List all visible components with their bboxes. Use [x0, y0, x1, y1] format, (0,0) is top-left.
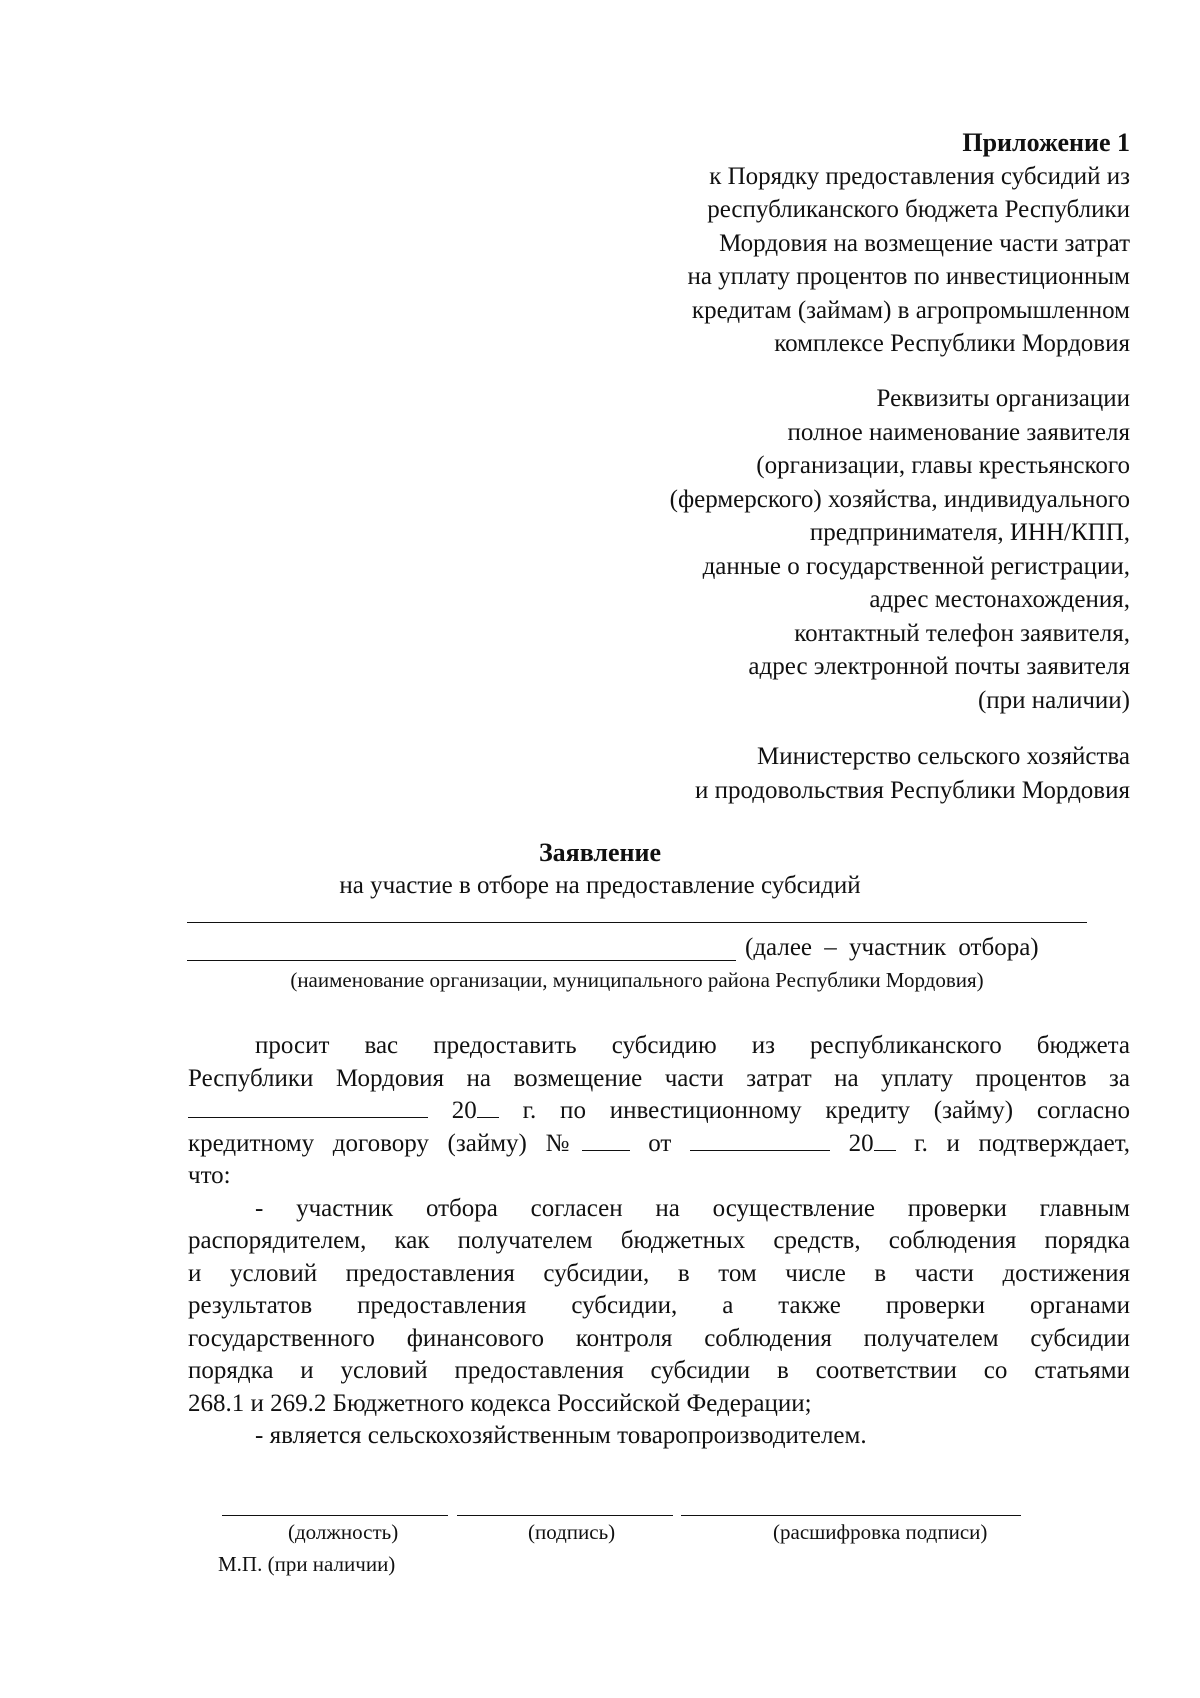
year-blank	[477, 1095, 499, 1118]
participant-name-line-1	[187, 922, 1087, 923]
application-subtitle: на участие в отборе на предоставление субсидий	[339, 872, 861, 899]
requisites-line: данные о государственной регистрации,	[702, 552, 1130, 580]
consent-line: государственного финансового контроля соблюдения получателем субсидии	[188, 1324, 1130, 1352]
position-caption: (должность)	[288, 1520, 399, 1544]
requisites-line: адрес местонахождения,	[869, 586, 1130, 613]
consent-line: - участник отбора согласен на осуществление проверки главным	[255, 1194, 1130, 1222]
requisites-line: полное наименование заявителя	[787, 418, 1130, 446]
signature-caption: (подпись)	[528, 1520, 616, 1544]
appendix-line: на уплату процентов по инвестиционным	[687, 263, 1130, 290]
appendix-line: республиканского бюджета Республики	[707, 196, 1130, 223]
body-line: что:	[188, 1162, 231, 1189]
appendix-line: Мордовия на возмещение части затрат	[719, 229, 1130, 257]
appendix-title: Приложение 1	[962, 128, 1130, 157]
body-fragment: от	[648, 1129, 672, 1157]
requisites-line: предпринимателя, ИНН/КПП,	[809, 519, 1130, 546]
consent-line: распорядителем, как получателем бюджетных средств, соблюдения порядка	[188, 1227, 1130, 1254]
body-line: просит вас предоставить субсидию из республиканского бюджета	[255, 1032, 1130, 1059]
requisites-line: (организации, главы крестьянского	[756, 452, 1130, 479]
body-fragment: г. и подтверждает,	[914, 1129, 1131, 1157]
period-blank	[188, 1095, 428, 1118]
requisites-line: (при наличии)	[977, 686, 1130, 714]
consent-line: порядка и условий предоставления субсидии в соответствии со статьями	[188, 1357, 1130, 1384]
participant-name-line-2	[187, 960, 736, 961]
ministry-addressee	[695, 740, 1130, 807]
requisites-line: адрес электронной почты заявителя	[748, 653, 1130, 680]
contract-number-blank	[582, 1128, 630, 1151]
signature-line	[457, 1515, 673, 1516]
requisites-line: контактный телефон заявителя,	[794, 619, 1130, 647]
contract-date-blank	[690, 1128, 830, 1151]
request-paragraph	[188, 1030, 1130, 1453]
appendix-header	[687, 126, 1130, 361]
appendix-line: к Порядку предоставления субсидий из	[709, 162, 1130, 190]
requisites-block	[670, 382, 1130, 717]
appendix-line: комплексе Республики Мордовия	[774, 330, 1130, 357]
year-prefix: 20	[848, 1129, 874, 1157]
consent-line: результатов предоставления субсидии, а также проверки органами	[188, 1292, 1130, 1319]
producer-line: - является сельскохозяйственным товаропроизводителем.	[255, 1422, 867, 1449]
appendix-line: кредитам (займам) в агропромышленном	[691, 296, 1130, 324]
application-title: Заявление	[538, 838, 662, 867]
body-fragment: кредитному договору (займу) №	[188, 1129, 582, 1157]
requisites-line: Реквизиты организации	[876, 385, 1130, 412]
ministry-line: и продовольствия Республики Мордовия	[695, 776, 1130, 804]
body-fragment: г. по инвестиционному кредиту (займу) согласно	[522, 1097, 1131, 1124]
participant-suffix: (далее – участник отбора)	[745, 934, 1039, 961]
consent-line: и условий предоставления субсидии, в том числе в части достижения	[188, 1259, 1130, 1287]
decoding-signature-line	[681, 1515, 1021, 1516]
position-signature-line	[222, 1515, 448, 1516]
ministry-line: Министерство сельского хозяйства	[756, 743, 1130, 770]
body-line: Республики Мордовия на возмещение части затрат на уплату процентов за	[188, 1064, 1130, 1092]
year-blank	[874, 1128, 896, 1151]
participant-name-caption: (наименование организации, муниципального района Республики Мордовия)	[290, 968, 984, 992]
decoding-caption: (расшифровка подписи)	[773, 1520, 988, 1544]
year-prefix: 20	[451, 1097, 477, 1124]
body-line	[188, 1095, 1130, 1128]
requisites-line: (фермерского) хозяйства, индивидуального	[669, 485, 1130, 513]
consent-line: 268.1 и 269.2 Бюджетного кодекса Российской Федерации;	[188, 1389, 812, 1417]
stamp-caption: М.П. (при наличии)	[218, 1552, 396, 1576]
body-line	[188, 1128, 1130, 1161]
